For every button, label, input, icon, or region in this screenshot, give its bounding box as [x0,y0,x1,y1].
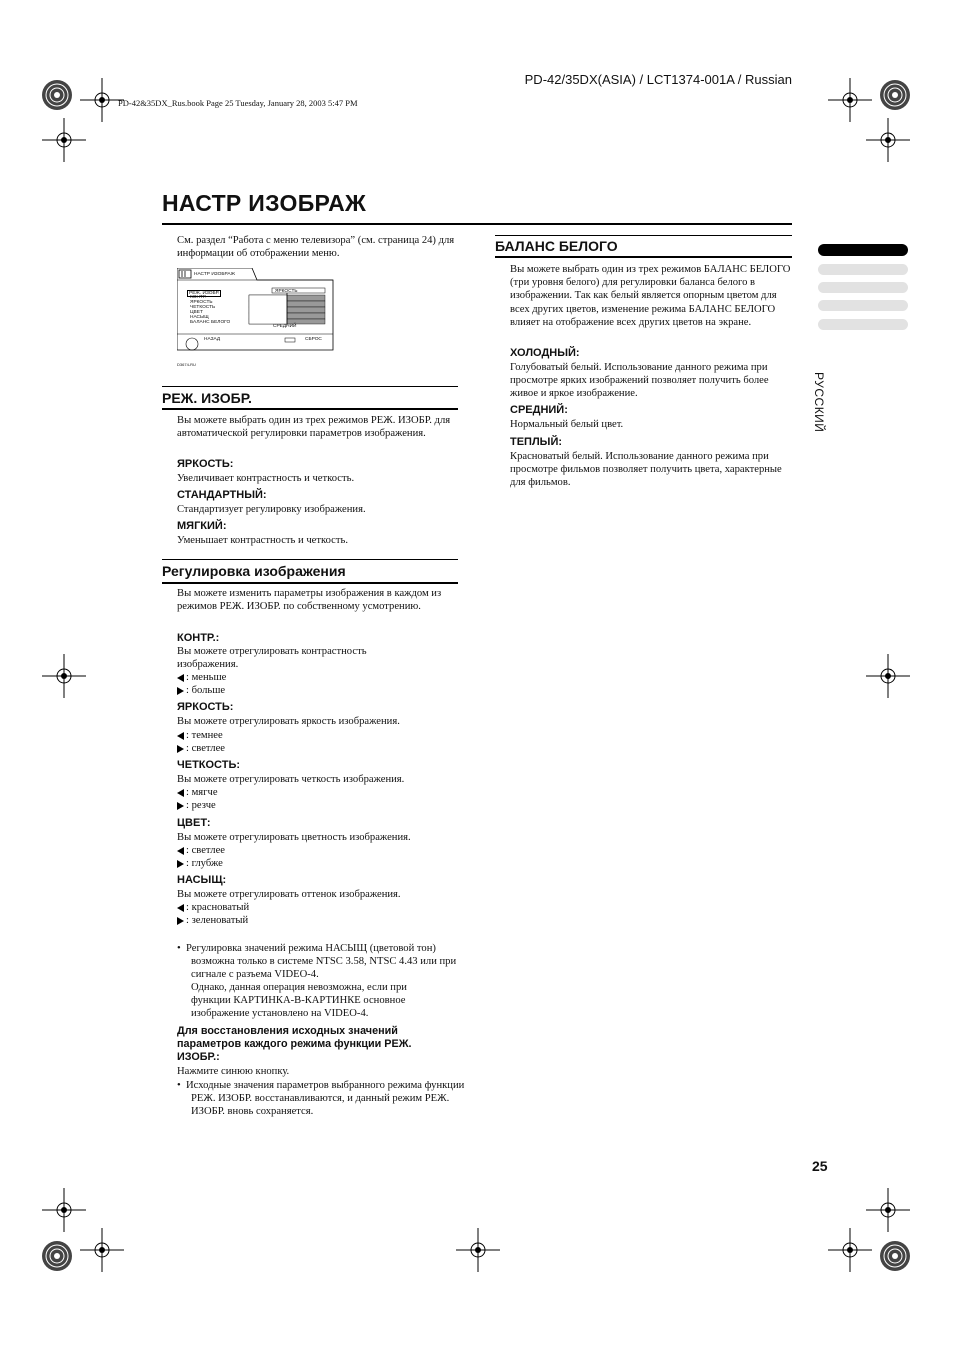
figure-menu-title: НАСТР ИЗОБРАЖ [194,272,236,277]
section-rule [162,408,458,410]
adjust-item-label: КОНТР.: [177,632,220,644]
mode-section-body: Вы можете выбрать один из трех режимов РЕЖ. ИЗОБР. для автоматической регулировки параметров изображения. [177,415,451,440]
pip-note: Однако, данная операция невозможна, если при функции КАРТИНКА-В-КАРТИНКЕ основное изображение установлено на VIDEO-4. [191,982,407,1020]
right-arrow-icon [177,687,184,695]
page-number: 25 [812,1158,828,1174]
bullet-icon: • [177,943,187,954]
adjust-item-left: : светлее [177,844,462,857]
crosshair-icon [456,1228,500,1272]
adjust-item-text: Вы можете отрегулировать яркость изображения. [177,716,400,727]
section-rule [162,559,458,560]
adjust-item-text: Вы можете отрегулировать четкость изображения. [177,774,405,785]
mode-item-text: Уменьшает контрастность и четкость. [177,535,348,546]
left-arrow-icon [177,789,184,797]
mode-section-heading: РЕЖ. ИЗОБР. [162,390,252,406]
adjust-item-left: : меньше [177,671,462,684]
balance-item-label: ХОЛОДНЫЙ: [510,347,580,359]
mode-item-text: Увеличивает контрастность и четкость. [177,473,355,484]
figure-balance-value: СРЕДНИЙ [273,324,297,329]
adjust-item-right: : больше [177,684,462,697]
document-id: PD-42/35DX(ASIA) / LCT1374-001A / Russian [524,72,792,87]
balance-section-body: Вы можете выбрать один из трех режимов БАЛАНС БЕЛОГО (три уровня белого) для регулировки баланса белого в изображении. Так как белый является опорным цветом для всех других цветов, изменение режима БАЛАНС БЕЛОГО влияет на отображение всех других цветов на экране. [510,264,791,328]
left-arrow-icon [177,847,184,855]
crosshair-icon [42,654,86,698]
section-rule [162,582,458,584]
section-rule [162,386,458,387]
crosshair-icon [828,1228,872,1272]
title-rule [162,223,792,225]
crosshair-icon [42,1188,86,1232]
balance-item-label: СРЕДНИЙ: [510,404,568,416]
registration-target-icon [42,80,72,110]
page-title: НАСТР ИЗОБРАЖ [162,190,367,216]
reset-text: Нажмите синюю кнопку. [177,1066,290,1077]
right-arrow-icon [177,745,184,753]
section-rule [495,256,792,258]
section-tab [818,319,908,330]
balance-item-label: ТЕПЛЫЙ: [510,436,563,448]
balance-item-text: Красноватый белый. Использование данного режима при просмотре фильмов позволяет получить цвета, характерные для фильмов. [510,451,782,489]
figure-code: D3674-RU [177,362,196,367]
right-arrow-icon [177,917,184,925]
adjust-item-left: : мягче [177,786,462,799]
left-arrow-icon [177,674,184,682]
balance-section-heading: БАЛАНС БЕЛОГО [495,238,618,254]
balance-item-text: Голубоватый белый. Использование данного режима при просмотре ярких изображений позволяет получить более живое и яркое изображение. [510,362,769,400]
section-tab [818,264,908,275]
crosshair-icon [866,118,910,162]
figure-reset-label: СБРОС [305,337,322,342]
left-arrow-icon [177,904,184,912]
reset-heading: Для восстановления исходных значений параметров каждого режима функции РЕЖ. ИЗОБР.: [177,1025,412,1063]
adjust-item-label: ЯРКОСТЬ: [177,701,234,713]
registration-target-icon [880,80,910,110]
mode-item-label: СТАНДАРТНЫЙ: [177,489,267,501]
crosshair-icon [42,118,86,162]
adjust-item-text: Вы можете отрегулировать цветность изображения. [177,832,411,843]
right-arrow-icon [177,860,184,868]
ntsc-note: • Регулировка значений режима НАСЫЩ (цветовой тон) возможна только в системе NTSC 3.58, NTSC 4.43 или при сигнале с разъема VIDEO-4. [177,943,457,981]
adjust-item-right: : резче [177,799,462,812]
section-rule [495,235,792,236]
adjust-item-label: НАСЫЩ: [177,874,227,886]
section-tab [818,282,908,293]
adjust-section-body: Вы можете изменить параметры изображения в каждом из режимов РЕЖ. ИЗОБР. по собственному усмотрению. [177,588,442,613]
section-tab-active [818,244,908,256]
figure-mode-value: ЯРКОСТЬ [275,289,298,294]
adjust-item-right: : зеленоватый [177,914,462,927]
figure-back-label: НАЗАД [204,337,221,342]
registration-target-icon [42,1241,72,1271]
registration-target-icon [880,1241,910,1271]
adjust-item-left: : темнее [177,729,462,742]
bullet-icon: • [177,1080,187,1091]
figure-mode-item: РЕЖ. ИЗОБР. [189,291,220,296]
adjust-item-right: : глубже [177,857,462,870]
language-label: РУССКИЙ [812,372,826,433]
crosshair-icon [80,1228,124,1272]
figure-items: КОНТР. ЯРКОСТЬ ЧЕТКОСТЬ ЦВЕТ НАСЫЩ БАЛАНС БЕЛОГО [190,295,231,325]
mode-item-label: ЯРКОСТЬ: [177,458,234,470]
adjust-item-label: ЦВЕТ: [177,817,211,829]
balance-item-text: Нормальный белый цвет. [510,419,624,430]
right-arrow-icon [177,802,184,810]
crosshair-icon [866,1188,910,1232]
menu-screen-figure [177,268,337,371]
crosshair-icon [866,654,910,698]
section-tab [818,300,908,311]
adjust-item-label: ЧЕТКОСТЬ: [177,759,241,771]
mode-item-text: Стандартизует регулировку изображения. [177,504,366,515]
reset-note: • Исходные значения параметров выбранного режима функции РЕЖ. ИЗОБР. восстанавливаются, и данный режим РЕЖ. ИЗОБР. вновь сохраняется. [177,1080,465,1118]
crosshair-icon [828,78,872,122]
adjust-item-text: Вы можете отрегулировать оттенок изображения. [177,889,401,900]
adjust-item-text: Вы можете отрегулировать контрастность изображения. [177,646,367,671]
left-arrow-icon [177,732,184,740]
adjust-item-right: : светлее [177,742,462,755]
book-info-line: PD-42&35DX_Rus.book Page 25 Tuesday, January 28, 2003 5:47 PM [118,98,358,108]
adjust-section-heading: Регулировка изображения [162,563,346,579]
intro-text: См. раздел “Работа с меню телевизора” (см. страница 24) для информации об отображении меню. [177,235,455,260]
mode-item-label: МЯГКИЙ: [177,520,227,532]
adjust-item-left: : красноватый [177,901,462,914]
